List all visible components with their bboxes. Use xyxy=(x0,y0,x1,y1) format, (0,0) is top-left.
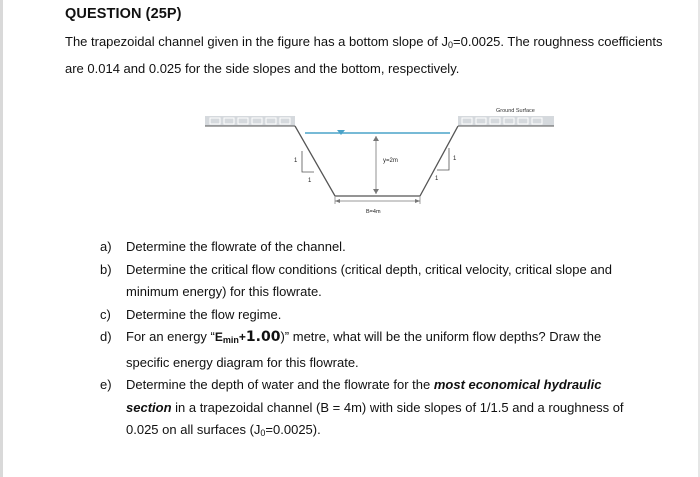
intro-text-2: =0.0025. The roughness coefficients are 0.014 and 0.025 for the side slopes and the bottom, respectively. xyxy=(65,34,663,76)
right-slope-triangle xyxy=(437,148,449,170)
left-slope-vertical-label: 1 xyxy=(294,158,298,164)
energy-plus: + xyxy=(238,330,246,344)
width-arrow-right xyxy=(415,199,420,203)
ground-right xyxy=(458,116,554,126)
energy-symbol xyxy=(215,330,246,344)
question-c xyxy=(100,304,645,327)
question-d-pre: For an energy “ xyxy=(126,329,215,344)
right-slope-horizontal-label: 1 xyxy=(435,176,439,182)
question-d xyxy=(100,326,645,374)
question-c-letter: c) xyxy=(100,306,111,322)
question-e-emphasis: most economical hydraulic section xyxy=(126,377,602,415)
question-d-post: )” metre, what will be the uniform flow depths? Draw the specific energy diagram for this flowrate. xyxy=(126,329,602,370)
ground-surface-label: Ground Surface xyxy=(496,108,535,114)
question-e-letter: e) xyxy=(100,377,112,392)
question-title: QUESTION (25P) xyxy=(65,6,182,22)
depth-arrow-top xyxy=(373,136,379,141)
right-slope-vertical-label: 1 xyxy=(453,156,457,162)
energy-symbol-sub: min xyxy=(222,335,239,345)
left-border xyxy=(0,0,3,477)
question-e xyxy=(100,374,645,445)
left-slope-triangle xyxy=(302,151,314,172)
question-b xyxy=(100,259,645,304)
channel-figure xyxy=(200,100,560,230)
question-b-letter: b) xyxy=(100,261,112,277)
intro-subscript: 0 xyxy=(448,40,454,50)
question-a-text: Determine the flowrate of the channel. xyxy=(126,239,346,254)
depth-arrow-bottom xyxy=(373,189,379,194)
question-list xyxy=(100,236,645,445)
question-b-text: Determine the critical flow conditions (critical depth, critical velocity, critical slope and minimum energy) for this flowrate. xyxy=(126,261,613,299)
ground-left xyxy=(205,116,295,126)
question-intro xyxy=(65,30,665,80)
question-e-pre: Determine the depth of water and the flowrate for the xyxy=(126,377,434,392)
question-d-letter: d) xyxy=(100,329,112,344)
depth-label: y=2m xyxy=(383,158,398,164)
intro-text-1: The trapezoidal channel given in the figure has a bottom slope of J xyxy=(65,34,449,49)
handwritten-number: 1.00 xyxy=(245,329,281,345)
energy-symbol-e: E xyxy=(214,330,223,344)
width-arrow-left xyxy=(335,199,340,203)
question-a-letter: a) xyxy=(100,239,112,254)
channel-outline xyxy=(295,126,458,196)
question-a xyxy=(100,236,645,259)
question-e-post: =0.0025). xyxy=(265,422,321,437)
width-label: B=4m xyxy=(366,209,381,215)
question-e-mid: in a trapezoidal channel (B = 4m) with side slopes of 1/1.5 and a roughness of 0.025 on all surfaces (J xyxy=(126,399,624,437)
left-slope-horizontal-label: 1 xyxy=(308,178,312,184)
question-e-subscript: 0 xyxy=(260,428,266,438)
question-c-text: Determine the flow regime. xyxy=(126,306,282,322)
